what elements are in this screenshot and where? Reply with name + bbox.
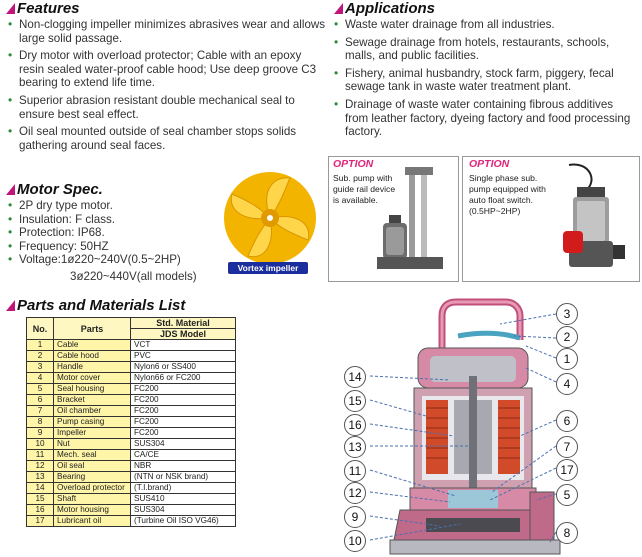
table-cell-no: 15: [27, 494, 54, 505]
features-title: Features: [6, 0, 80, 17]
vortex-impeller-label: Vortex impeller: [228, 262, 308, 274]
table-cell-material: (T.I.brand): [131, 483, 236, 494]
table-row: [27, 516, 236, 527]
vortex-impeller-image: [220, 168, 320, 268]
table-cell-no: 14: [27, 483, 54, 494]
table-cell-material: SUS304: [131, 505, 236, 516]
column-header-std-material: Std. Material: [131, 318, 236, 329]
table-cell-part: Oil seal: [54, 461, 131, 472]
spec-voltage-line2: 3ø220~440V(all models): [70, 270, 197, 283]
table-cell-material: FC200: [131, 384, 236, 395]
table-cell-part: Oil chamber: [54, 406, 131, 417]
table-cell-part: Nut: [54, 439, 131, 450]
table-row: [27, 340, 236, 351]
table-row: [27, 483, 236, 494]
table-cell-material: Nylon66 or FC200: [131, 373, 236, 384]
table-cell-material: FC200: [131, 395, 236, 406]
table-cell-part: Handle: [54, 362, 131, 373]
table-cell-no: 17: [27, 516, 54, 527]
parts-table: [26, 317, 236, 527]
feature-item: • Superior abrasion resistant double mechanical seal to ensure best seal effect.: [8, 94, 328, 121]
column-header-no: No.: [27, 318, 54, 340]
table-row: [27, 450, 236, 461]
column-header-model: JDS Model: [131, 329, 236, 340]
triangle-icon: [334, 3, 343, 14]
option-box-float-switch: [462, 156, 640, 282]
spec-item: • Protection: IP68.: [8, 226, 238, 240]
table-cell-no: 13: [27, 472, 54, 483]
table-cell-no: 8: [27, 417, 54, 428]
table-cell-material: (Turbine Oil ISO VG46): [131, 516, 236, 527]
feature-item: • Dry motor with overload protector; Cable with an epoxy resin sealed water-proof cable hood; Use deep groove C3 bearing to extend life time.: [8, 49, 328, 90]
option-title: OPTION: [469, 158, 510, 170]
table-cell-part: Motor housing: [54, 505, 131, 516]
table-cell-part: Cable: [54, 340, 131, 351]
table-cell-material: CA/CE: [131, 450, 236, 461]
feature-item: • Oil seal mounted outside of seal chamber stops solids gathering around seal faces.: [8, 125, 328, 152]
table-cell-part: Pump casing: [54, 417, 131, 428]
table-cell-no: 9: [27, 428, 54, 439]
application-item: • Drainage of waste water containing fibrous additives from leather factory, dyeing factory and food processing factory.: [334, 98, 638, 139]
table-cell-material: SUS304: [131, 439, 236, 450]
table-row: [27, 373, 236, 384]
option-text: Single phase sub. pump equipped with auto float switch. (0.5HP~2HP): [469, 173, 546, 216]
table-row: [27, 384, 236, 395]
table-row: [27, 439, 236, 450]
table-cell-material: NBR: [131, 461, 236, 472]
table-cell-no: 2: [27, 351, 54, 362]
table-cell-material: FC200: [131, 406, 236, 417]
pump-cutaway-diagram: [330, 296, 642, 557]
triangle-icon: [6, 184, 15, 195]
callout-8: 8: [556, 522, 578, 544]
table-cell-part: Seal housing: [54, 384, 131, 395]
spec-item: • Voltage:1ø220~240V(0.5~2HP): [8, 253, 238, 267]
table-cell-no: 12: [27, 461, 54, 472]
spec-item: • Insulation: F class.: [8, 213, 238, 227]
features-list: [8, 18, 328, 156]
motor-spec-title: Motor Spec.: [6, 181, 103, 198]
motor-spec-list: [8, 199, 238, 267]
applications-title: Applications: [334, 0, 435, 17]
callout-11: 11: [344, 460, 366, 482]
triangle-icon: [6, 3, 15, 14]
callout-16: 16: [344, 414, 366, 436]
callout-10: 10: [344, 530, 366, 552]
application-item: • Sewage drainage from hotels, restaurants, schools, malls, and public facilities.: [334, 36, 638, 63]
parts-list-title: Parts and Materials List: [6, 297, 185, 314]
table-cell-no: 7: [27, 406, 54, 417]
table-row: [27, 505, 236, 516]
feature-item: • Non-clogging impeller minimizes abrasives wear and allows large solid passage.: [8, 18, 328, 45]
callout-9: 9: [344, 506, 366, 528]
triangle-icon: [6, 300, 15, 311]
callout-13: 13: [344, 436, 366, 458]
table-cell-part: Impeller: [54, 428, 131, 439]
callout-4: 4: [556, 373, 578, 395]
table-cell-material: Nylon6 or SS400: [131, 362, 236, 373]
table-row: [27, 428, 236, 439]
table-cell-part: Bearing: [54, 472, 131, 483]
table-cell-material: FC200: [131, 417, 236, 428]
table-cell-no: 16: [27, 505, 54, 516]
float-switch-pump-photo: [559, 161, 637, 279]
table-row: [27, 461, 236, 472]
table-cell-no: 1: [27, 340, 54, 351]
option-box-guide-rail: [328, 156, 459, 282]
callout-15: 15: [344, 390, 366, 412]
table-row: [27, 362, 236, 373]
option-title: OPTION: [333, 158, 374, 170]
application-item: • Fishery, animal husbandry, stock farm, piggery, fecal sewage tank in waste water treatment plant.: [334, 67, 638, 94]
table-row: [27, 351, 236, 362]
table-cell-part: Shaft: [54, 494, 131, 505]
table-cell-material: SUS410: [131, 494, 236, 505]
guide-rail-pump-photo: [369, 167, 453, 277]
table-cell-part: Mech. seal: [54, 450, 131, 461]
table-cell-no: 3: [27, 362, 54, 373]
table-cell-no: 11: [27, 450, 54, 461]
table-cell-part: Lubricant oil: [54, 516, 131, 527]
callout-3: 3: [556, 303, 578, 325]
table-cell-no: 4: [27, 373, 54, 384]
callout-5: 5: [556, 484, 578, 506]
parts-table-body: [27, 340, 236, 527]
application-item: • Waste water drainage from all industries.: [334, 18, 638, 32]
callout-6: 6: [556, 410, 578, 432]
table-cell-part: Motor cover: [54, 373, 131, 384]
callout-2: 2: [556, 326, 578, 348]
applications-list: [334, 18, 638, 143]
table-cell-no: 10: [27, 439, 54, 450]
table-row: [27, 406, 236, 417]
table-cell-part: Overload protector: [54, 483, 131, 494]
table-cell-material: (NTN or NSK brand): [131, 472, 236, 483]
callout-12: 12: [344, 482, 366, 504]
callout-14: 14: [344, 366, 366, 388]
table-cell-material: PVC: [131, 351, 236, 362]
table-row: [27, 472, 236, 483]
callout-17: 17: [556, 459, 578, 481]
table-row: [27, 417, 236, 428]
table-cell-part: Cable hood: [54, 351, 131, 362]
callout-1: 1: [556, 348, 578, 370]
table-cell-part: Bracket: [54, 395, 131, 406]
table-cell-no: 6: [27, 395, 54, 406]
callout-7: 7: [556, 436, 578, 458]
table-cell-material: VCT: [131, 340, 236, 351]
table-row: [27, 395, 236, 406]
option-text: Sub. pump with guide rail device is available.: [333, 173, 396, 205]
spec-item: • Frequency: 50HZ: [8, 240, 238, 254]
table-row: [27, 494, 236, 505]
table-cell-material: FC200: [131, 428, 236, 439]
table-cell-no: 5: [27, 384, 54, 395]
spec-item: • 2P dry type motor.: [8, 199, 238, 213]
column-header-parts: Parts: [54, 318, 131, 340]
